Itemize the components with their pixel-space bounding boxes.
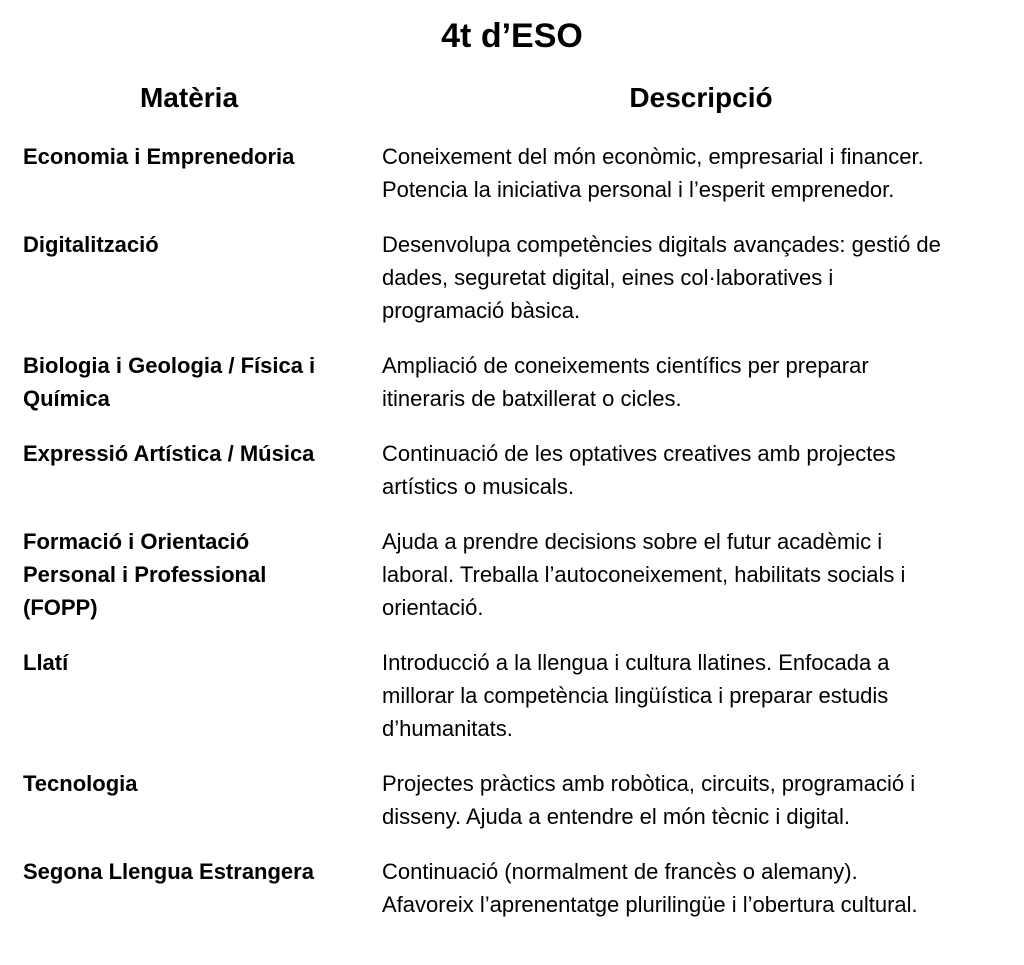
description-line: laboral. Treballa l’autoconeixement, habilitats socials i [382,562,906,587]
table-row [0,646,1024,745]
description-line: Coneixement del món econòmic, empresarial i financer. [382,144,924,169]
column-header-subject: Matèria [139,82,239,113]
description-line: disseny. Ajuda a entendre el món tècnic i digital. [382,804,850,829]
description-line: Desenvolupa competències digitals avançades: gestió de [382,232,941,257]
subject-cell [23,140,363,206]
description-line: itineraris de batxillerat o cicles. [382,386,682,411]
subject-cell [23,646,363,745]
subject-line: Expressió Artística / Música [23,441,315,466]
table-row [0,855,1024,921]
table-row [0,437,1024,503]
subject-cell [23,228,363,327]
description-line: orientació. [382,595,484,620]
description-cell [382,767,1014,833]
description-line: Ajuda a prendre decisions sobre el futur acadèmic i [382,529,883,554]
subject-line: Personal i Professional [23,562,267,587]
description-line: artístics o musicals. [382,474,574,499]
description-cell [382,349,1014,415]
description-cell [382,228,1014,327]
table-row [0,349,1024,415]
description-cell [382,140,1014,206]
subject-line: Economia i Emprenedoria [23,144,295,169]
subject-line: Química [23,386,110,411]
subject-line: Biologia i Geologia / Física i [23,353,316,378]
subjects-table [0,140,1024,943]
subject-cell [23,437,363,503]
subject-line: Formació i Orientació [23,529,250,554]
subject-line: Segona Llengua Estrangera [23,859,314,884]
description-line: Potencia la iniciativa personal i l’esperit emprenedor. [382,177,895,202]
table-row [0,767,1024,833]
description-cell [382,525,1014,624]
description-line: Ampliació de coneixements científics per preparar [382,353,869,378]
table-row [0,228,1024,327]
table-header [0,78,1024,118]
description-cell [382,855,1014,921]
description-line: Continuació (normalment de francès o alemany). [382,859,858,884]
subject-cell [23,855,363,921]
subject-cell [23,767,363,833]
description-cell [382,437,1014,503]
description-line: Afavoreix l’aprenentatge plurilingüe i l’obertura cultural. [382,892,918,917]
description-line: Continuació de les optatives creatives amb projectes [382,441,896,466]
description-cell [382,646,1014,745]
subject-line: Tecnologia [23,771,138,796]
description-line: Introducció a la llengua i cultura llatines. Enfocada a [382,650,890,675]
subject-line: Llatí [23,650,69,675]
page-title: 4t d’ESO [441,17,583,55]
column-header-description: Descripció [629,82,773,113]
subject-cell [23,349,363,415]
subject-cell [23,525,363,624]
table-row [0,525,1024,624]
description-line: d’humanitats. [382,716,513,741]
description-line: programació bàsica. [382,298,581,323]
description-line: millorar la competència lingüística i preparar estudis [382,683,889,708]
subject-line: (FOPP) [23,595,98,620]
subject-line: Digitalització [23,232,159,257]
table-row [0,140,1024,206]
description-line: dades, seguretat digital, eines col·laboratives i [382,265,834,290]
description-line: Projectes pràctics amb robòtica, circuits, programació i [382,771,916,796]
